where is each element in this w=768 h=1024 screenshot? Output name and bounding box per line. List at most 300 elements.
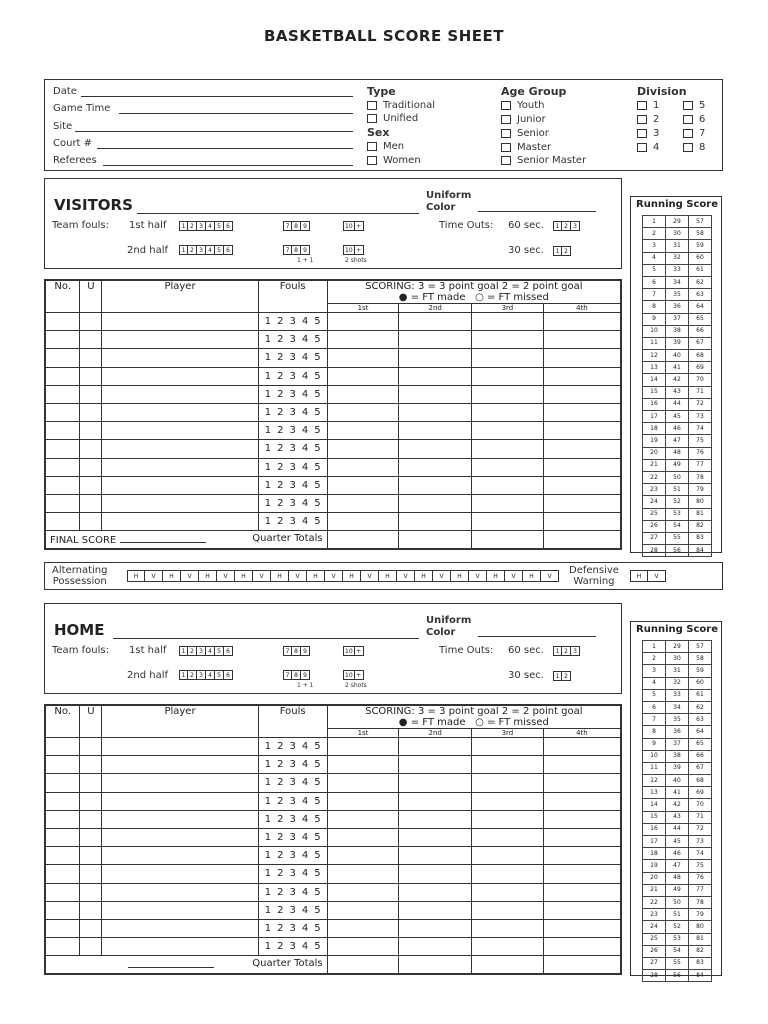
running-score-cell[interactable]: 72: [689, 398, 712, 410]
player-number-cell[interactable]: [45, 313, 80, 331]
q2-total[interactable]: [399, 956, 472, 974]
q1-cell[interactable]: [327, 828, 399, 846]
unified-cell[interactable]: [80, 494, 102, 512]
unified-cell[interactable]: [80, 349, 102, 367]
running-score-cell[interactable]: 5: [643, 264, 666, 276]
unified-cell[interactable]: [80, 403, 102, 421]
visitors-uniform-color-field[interactable]: [478, 211, 596, 212]
running-score-cell[interactable]: 23: [643, 909, 666, 921]
home-first-half-fouls-1-6-box[interactable]: 5: [215, 646, 224, 656]
visitors-second-half-fouls-7-9-box[interactable]: 8: [292, 245, 301, 255]
running-score-cell[interactable]: 65: [689, 313, 712, 325]
running-score-cell[interactable]: 59: [689, 665, 712, 677]
player-name-cell[interactable]: [102, 367, 258, 385]
q3-cell[interactable]: [472, 367, 544, 385]
unified-cell[interactable]: [80, 828, 102, 846]
q2-cell[interactable]: [399, 494, 472, 512]
running-score-cell[interactable]: 38: [666, 325, 689, 337]
home-first-half-fouls-1-6-box[interactable]: 6: [224, 646, 233, 656]
running-score-cell[interactable]: 42: [666, 799, 689, 811]
possession-box[interactable]: V: [541, 570, 559, 582]
possession-box[interactable]: V: [217, 570, 235, 582]
foul-mark[interactable]: 3: [289, 388, 296, 400]
running-score-cell[interactable]: 36: [666, 301, 689, 313]
foul-mark[interactable]: 1: [264, 443, 272, 455]
sex-women[interactable]: [367, 155, 421, 166]
home-first-half-fouls-7-9-box[interactable]: 9: [301, 646, 310, 656]
unified-cell[interactable]: [80, 865, 102, 883]
visitors-second-half-fouls-10-box[interactable]: +: [355, 245, 364, 255]
foul-mark[interactable]: 2: [277, 352, 284, 364]
foul-mark[interactable]: 2: [277, 388, 284, 400]
running-score-cell[interactable]: 36: [666, 726, 689, 738]
q4-cell[interactable]: [543, 494, 621, 512]
division-2-checkbox[interactable]: [637, 115, 647, 124]
foul-mark[interactable]: 2: [277, 813, 284, 825]
possession-box[interactable]: V: [433, 570, 451, 582]
q1-cell[interactable]: [327, 349, 399, 367]
q1-cell[interactable]: [327, 883, 399, 901]
running-score-cell[interactable]: 31: [666, 240, 689, 252]
running-score-cell[interactable]: 66: [689, 325, 712, 337]
foul-mark[interactable]: 2: [277, 922, 284, 934]
foul-mark[interactable]: 4: [301, 868, 309, 880]
running-score-cell[interactable]: 13: [643, 362, 666, 374]
visitors-first-half-fouls-10-box[interactable]: 10: [345, 223, 353, 230]
running-score-cell[interactable]: 53: [666, 508, 689, 520]
running-score-cell[interactable]: 61: [689, 264, 712, 276]
possession-box[interactable]: V: [361, 570, 379, 582]
foul-mark[interactable]: 1: [264, 941, 272, 953]
possession-box[interactable]: V: [505, 570, 523, 582]
running-score-cell[interactable]: 27: [643, 957, 666, 969]
running-score-cell[interactable]: 18: [643, 848, 666, 860]
player-number-cell[interactable]: [45, 847, 80, 865]
foul-mark[interactable]: 5: [314, 407, 321, 419]
foul-mark[interactable]: 4: [301, 516, 309, 528]
foul-mark[interactable]: 1: [264, 741, 272, 753]
foul-mark[interactable]: 3: [289, 443, 296, 455]
running-score-cell[interactable]: 32: [666, 677, 689, 689]
q1-cell[interactable]: [327, 313, 399, 331]
running-score-cell[interactable]: 24: [643, 496, 666, 508]
running-score-cell[interactable]: 53: [666, 933, 689, 945]
visitors-timeouts-60-box[interactable]: 2: [562, 221, 571, 231]
possession-box[interactable]: V: [397, 570, 415, 582]
visitors-timeouts-30-box[interactable]: 1: [553, 246, 562, 256]
running-score-cell[interactable]: 19: [643, 435, 666, 447]
q1-cell[interactable]: [327, 403, 399, 421]
running-score-cell[interactable]: 9: [643, 738, 666, 750]
running-score-cell[interactable]: 4: [643, 677, 666, 689]
visitors-first-half-fouls-7-9-box[interactable]: 7: [283, 221, 292, 231]
running-score-cell[interactable]: 74: [689, 848, 712, 860]
q4-cell[interactable]: [543, 756, 621, 774]
foul-mark[interactable]: 5: [314, 922, 321, 934]
foul-mark[interactable]: 2: [277, 443, 284, 455]
q2-cell[interactable]: [399, 349, 472, 367]
foul-mark[interactable]: 2: [277, 516, 284, 528]
foul-mark[interactable]: 2: [277, 407, 284, 419]
player-name-cell[interactable]: [102, 494, 258, 512]
running-score-cell[interactable]: 64: [689, 301, 712, 313]
q2-cell[interactable]: [399, 938, 472, 956]
player-number-cell[interactable]: [45, 774, 80, 792]
foul-mark[interactable]: 4: [301, 886, 309, 898]
foul-mark[interactable]: 4: [301, 443, 309, 455]
unified-cell[interactable]: [80, 919, 102, 937]
visitors-first-half-fouls-10-box[interactable]: +: [355, 221, 364, 231]
running-score-cell[interactable]: 80: [689, 921, 712, 933]
division-8[interactable]: [683, 142, 705, 153]
running-score-cell[interactable]: 35: [666, 289, 689, 301]
q1-cell[interactable]: [327, 810, 399, 828]
player-number-cell[interactable]: [45, 938, 80, 956]
player-number-cell[interactable]: [45, 476, 80, 494]
foul-mark[interactable]: 5: [314, 941, 321, 953]
unified-cell[interactable]: [80, 938, 102, 956]
q1-cell[interactable]: [327, 865, 399, 883]
q1-cell[interactable]: [327, 774, 399, 792]
q2-cell[interactable]: [399, 367, 472, 385]
running-score-cell[interactable]: 8: [643, 726, 666, 738]
q3-cell[interactable]: [472, 313, 544, 331]
running-score-cell[interactable]: 5: [643, 689, 666, 701]
foul-mark[interactable]: 1: [264, 497, 272, 509]
foul-mark[interactable]: 4: [301, 334, 309, 346]
foul-mark[interactable]: 4: [301, 741, 309, 753]
foul-mark[interactable]: 3: [289, 497, 296, 509]
running-score-cell[interactable]: 84: [689, 970, 712, 982]
q3-cell[interactable]: [472, 738, 544, 756]
q3-cell[interactable]: [472, 865, 544, 883]
player-name-cell[interactable]: [102, 901, 258, 919]
q2-cell[interactable]: [399, 756, 472, 774]
running-score-cell[interactable]: 6: [643, 701, 666, 713]
running-score-cell[interactable]: 70: [689, 374, 712, 386]
running-score-cell[interactable]: 68: [689, 350, 712, 362]
q4-cell[interactable]: [543, 901, 621, 919]
running-score-cell[interactable]: 56: [666, 545, 689, 557]
home-second-half-fouls-7-9-box[interactable]: 7: [283, 670, 292, 680]
running-score-cell[interactable]: 25: [643, 933, 666, 945]
foul-mark[interactable]: 4: [301, 479, 309, 491]
running-score-cell[interactable]: 1: [643, 216, 666, 228]
foul-mark[interactable]: 2: [277, 497, 284, 509]
q1-cell[interactable]: [327, 513, 399, 531]
player-number-cell[interactable]: [45, 494, 80, 512]
running-score-cell[interactable]: 29: [666, 641, 689, 653]
q4-total[interactable]: [543, 956, 621, 974]
home-timeouts-60-box[interactable]: 2: [562, 646, 571, 656]
foul-mark[interactable]: 2: [277, 941, 284, 953]
home-second-half-fouls-10-box[interactable]: +: [355, 670, 364, 680]
running-score-cell[interactable]: 31: [666, 665, 689, 677]
q3-cell[interactable]: [472, 476, 544, 494]
q4-cell[interactable]: [543, 403, 621, 421]
foul-mark[interactable]: 2: [277, 777, 284, 789]
player-number-cell[interactable]: [45, 919, 80, 937]
running-score-cell[interactable]: 52: [666, 921, 689, 933]
possession-box[interactable]: V: [253, 570, 271, 582]
player-number-cell[interactable]: [45, 756, 80, 774]
running-score-cell[interactable]: 58: [689, 228, 712, 240]
player-name-cell[interactable]: [102, 738, 258, 756]
possession-box[interactable]: H: [127, 570, 145, 582]
foul-mark[interactable]: 4: [301, 777, 309, 789]
visitors-second-half-fouls-7-9-box[interactable]: 7: [283, 245, 292, 255]
q3-cell[interactable]: [472, 774, 544, 792]
age-youth[interactable]: [501, 100, 545, 111]
visitors-second-half-fouls-7-9-box[interactable]: 9: [301, 245, 310, 255]
possession-box[interactable]: H: [487, 570, 505, 582]
player-name-cell[interactable]: [102, 792, 258, 810]
date-field[interactable]: [81, 96, 353, 97]
q2-cell[interactable]: [399, 774, 472, 792]
foul-mark[interactable]: 4: [301, 407, 309, 419]
possession-box[interactable]: H: [199, 570, 217, 582]
division-4[interactable]: [637, 142, 659, 153]
home-timeouts-60-box[interactable]: 1: [553, 646, 562, 656]
running-score-cell[interactable]: 60: [689, 252, 712, 264]
foul-mark[interactable]: 1: [264, 922, 272, 934]
running-score-cell[interactable]: 12: [643, 775, 666, 787]
q4-cell[interactable]: [543, 774, 621, 792]
division-6-checkbox[interactable]: [683, 115, 693, 124]
visitors-first-half-fouls-1-6-box[interactable]: 6: [224, 221, 233, 231]
q3-cell[interactable]: [472, 756, 544, 774]
player-number-cell[interactable]: [45, 738, 80, 756]
division-1-checkbox[interactable]: [637, 101, 647, 110]
final-score-field[interactable]: [120, 533, 206, 543]
running-score-cell[interactable]: 15: [643, 811, 666, 823]
division-5-checkbox[interactable]: [683, 101, 693, 110]
running-score-cell[interactable]: 13: [643, 787, 666, 799]
home-second-half-fouls-1-6-box[interactable]: 1: [179, 670, 188, 680]
q3-cell[interactable]: [472, 919, 544, 937]
running-score-cell[interactable]: 39: [666, 762, 689, 774]
running-score-cell[interactable]: 70: [689, 799, 712, 811]
visitors-second-half-fouls-1-6-box[interactable]: 5: [215, 245, 224, 255]
running-score-cell[interactable]: 57: [689, 216, 712, 228]
home-first-half-fouls-1-6-box[interactable]: 4: [206, 646, 215, 656]
running-score-cell[interactable]: 2: [643, 228, 666, 240]
visitors-second-half-fouls-1-6-box[interactable]: 1: [179, 245, 188, 255]
running-score-cell[interactable]: 6: [643, 276, 666, 288]
running-score-cell[interactable]: 54: [666, 520, 689, 532]
running-score-cell[interactable]: 22: [643, 471, 666, 483]
running-score-cell[interactable]: 51: [666, 484, 689, 496]
running-score-cell[interactable]: 38: [666, 750, 689, 762]
traditional-checkbox[interactable]: [367, 101, 377, 110]
home-first-half-fouls-1-6-box[interactable]: 3: [197, 646, 206, 656]
q4-cell[interactable]: [543, 458, 621, 476]
running-score-cell[interactable]: 76: [689, 447, 712, 459]
home-second-half-fouls-1-6-box[interactable]: 4: [206, 670, 215, 680]
foul-mark[interactable]: 4: [301, 497, 309, 509]
visitors-second-half-fouls-1-6-box[interactable]: 4: [206, 245, 215, 255]
foul-mark[interactable]: 3: [289, 425, 296, 437]
running-score-cell[interactable]: 75: [689, 860, 712, 872]
foul-mark[interactable]: 5: [314, 516, 321, 528]
q1-cell[interactable]: [327, 367, 399, 385]
possession-box[interactable]: V: [145, 570, 163, 582]
foul-mark[interactable]: 3: [289, 904, 296, 916]
foul-mark[interactable]: 5: [314, 904, 321, 916]
home-second-half-fouls-1-6-box[interactable]: 6: [224, 670, 233, 680]
q1-cell[interactable]: [327, 440, 399, 458]
foul-mark[interactable]: 5: [314, 832, 321, 844]
sex-men[interactable]: [367, 141, 404, 152]
running-score-cell[interactable]: 33: [666, 689, 689, 701]
running-score-cell[interactable]: 75: [689, 435, 712, 447]
foul-mark[interactable]: 5: [314, 850, 321, 862]
q2-cell[interactable]: [399, 422, 472, 440]
visitors-first-half-fouls-1-6-box[interactable]: 5: [215, 221, 224, 231]
foul-mark[interactable]: 5: [314, 388, 321, 400]
unified-cell[interactable]: [80, 313, 102, 331]
running-score-cell[interactable]: 34: [666, 701, 689, 713]
running-score-cell[interactable]: 60: [689, 677, 712, 689]
q1-cell[interactable]: [327, 901, 399, 919]
player-name-cell[interactable]: [102, 440, 258, 458]
foul-mark[interactable]: 3: [289, 316, 296, 328]
foul-mark[interactable]: 1: [264, 425, 272, 437]
foul-mark[interactable]: 1: [264, 334, 272, 346]
running-score-cell[interactable]: 49: [666, 459, 689, 471]
running-score-cell[interactable]: 82: [689, 520, 712, 532]
running-score-cell[interactable]: 25: [643, 508, 666, 520]
running-score-cell[interactable]: 58: [689, 653, 712, 665]
home-second-half-fouls-7-9-box[interactable]: 9: [301, 670, 310, 680]
foul-mark[interactable]: 1: [264, 850, 272, 862]
player-name-cell[interactable]: [102, 385, 258, 403]
foul-mark[interactable]: 1: [264, 795, 272, 807]
foul-mark[interactable]: 1: [264, 777, 272, 789]
possession-box[interactable]: V: [469, 570, 487, 582]
q3-cell[interactable]: [472, 349, 544, 367]
foul-mark[interactable]: 3: [289, 941, 296, 953]
running-score-cell[interactable]: 26: [643, 520, 666, 532]
running-score-cell[interactable]: 37: [666, 313, 689, 325]
unified-cell[interactable]: [80, 440, 102, 458]
running-score-cell[interactable]: 63: [689, 714, 712, 726]
running-score-cell[interactable]: 16: [643, 823, 666, 835]
foul-mark[interactable]: 2: [277, 316, 284, 328]
running-score-cell[interactable]: 43: [666, 811, 689, 823]
player-number-cell[interactable]: [45, 367, 80, 385]
running-score-cell[interactable]: 66: [689, 750, 712, 762]
player-name-cell[interactable]: [102, 828, 258, 846]
running-score-cell[interactable]: 45: [666, 411, 689, 423]
warning-box[interactable]: H: [630, 570, 648, 582]
q4-cell[interactable]: [543, 313, 621, 331]
division-3[interactable]: [637, 128, 659, 139]
foul-mark[interactable]: 3: [289, 741, 296, 753]
q1-cell[interactable]: [327, 494, 399, 512]
visitors-timeouts-30-box[interactable]: 2: [562, 246, 571, 256]
home-timeouts-30-box[interactable]: 1: [553, 671, 562, 681]
running-score-cell[interactable]: 50: [666, 896, 689, 908]
running-score-cell[interactable]: 15: [643, 386, 666, 398]
running-score-cell[interactable]: 48: [666, 447, 689, 459]
q3-total[interactable]: [472, 956, 544, 974]
unified-cell[interactable]: [80, 901, 102, 919]
running-score-cell[interactable]: 81: [689, 508, 712, 520]
foul-mark[interactable]: 2: [277, 868, 284, 880]
foul-mark[interactable]: 1: [264, 868, 272, 880]
foul-mark[interactable]: 1: [264, 832, 272, 844]
q4-cell[interactable]: [543, 792, 621, 810]
home-second-half-fouls-1-6-box[interactable]: 3: [197, 670, 206, 680]
foul-mark[interactable]: 5: [314, 777, 321, 789]
running-score-cell[interactable]: 7: [643, 714, 666, 726]
q3-cell[interactable]: [472, 403, 544, 421]
foul-mark[interactable]: 4: [301, 316, 309, 328]
foul-mark[interactable]: 1: [264, 479, 272, 491]
running-score-cell[interactable]: 29: [666, 216, 689, 228]
foul-mark[interactable]: 3: [289, 813, 296, 825]
running-score-cell[interactable]: 69: [689, 362, 712, 374]
running-score-cell[interactable]: 84: [689, 545, 712, 557]
q2-cell[interactable]: [399, 385, 472, 403]
foul-mark[interactable]: 3: [289, 334, 296, 346]
running-score-cell[interactable]: 69: [689, 787, 712, 799]
unified-cell[interactable]: [80, 774, 102, 792]
player-number-cell[interactable]: [45, 403, 80, 421]
player-name-cell[interactable]: [102, 422, 258, 440]
q1-cell[interactable]: [327, 331, 399, 349]
q4-cell[interactable]: [543, 476, 621, 494]
possession-box[interactable]: V: [325, 570, 343, 582]
q3-cell[interactable]: [472, 458, 544, 476]
foul-mark[interactable]: 2: [277, 334, 284, 346]
visitors-first-half-fouls-1-6-box[interactable]: 3: [197, 221, 206, 231]
q4-total[interactable]: [543, 531, 621, 549]
running-score-cell[interactable]: 65: [689, 738, 712, 750]
running-score-cell[interactable]: 23: [643, 484, 666, 496]
q2-cell[interactable]: [399, 828, 472, 846]
q4-cell[interactable]: [543, 919, 621, 937]
q4-cell[interactable]: [543, 938, 621, 956]
q3-cell[interactable]: [472, 847, 544, 865]
q3-cell[interactable]: [472, 331, 544, 349]
q4-cell[interactable]: [543, 513, 621, 531]
player-name-cell[interactable]: [102, 513, 258, 531]
visitors-second-half-fouls-1-6-box[interactable]: 2: [188, 245, 197, 255]
q1-cell[interactable]: [327, 422, 399, 440]
visitors-second-half-fouls-1-6-box[interactable]: 6: [224, 245, 233, 255]
unified-cell[interactable]: [80, 476, 102, 494]
running-score-cell[interactable]: 77: [689, 459, 712, 471]
running-score-cell[interactable]: 21: [643, 884, 666, 896]
player-number-cell[interactable]: [45, 883, 80, 901]
running-score-cell[interactable]: 28: [643, 970, 666, 982]
foul-mark[interactable]: 2: [277, 759, 284, 771]
player-name-cell[interactable]: [102, 331, 258, 349]
running-score-cell[interactable]: 3: [643, 240, 666, 252]
possession-box[interactable]: H: [271, 570, 289, 582]
age-master[interactable]: [501, 142, 551, 153]
possession-box[interactable]: H: [343, 570, 361, 582]
running-score-cell[interactable]: 59: [689, 240, 712, 252]
q4-cell[interactable]: [543, 738, 621, 756]
q3-cell[interactable]: [472, 828, 544, 846]
running-score-cell[interactable]: 30: [666, 653, 689, 665]
running-score-cell[interactable]: 17: [643, 411, 666, 423]
foul-mark[interactable]: 3: [289, 516, 296, 528]
division-2[interactable]: [637, 114, 659, 125]
